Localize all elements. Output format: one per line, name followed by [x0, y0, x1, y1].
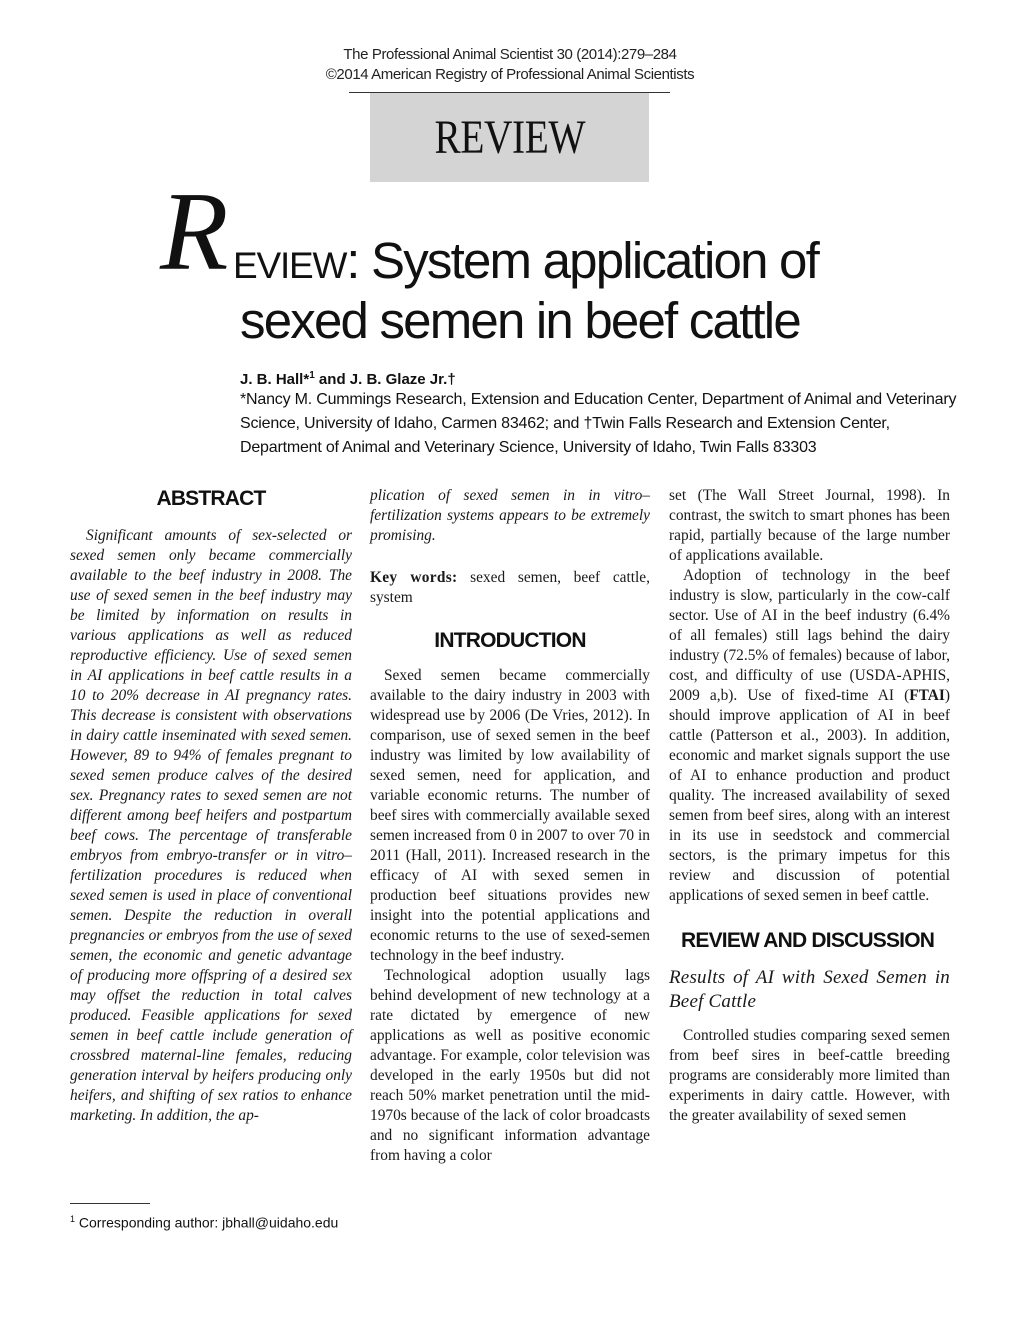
intro-paragraph-2: Technological adoption usually lags behind development of new technology at a rate dictated by emergence of new applications as well as positive economic advantage. For example, color television was developed in the early 1950s but did not reach 50% market penetration until the mid-1970s because of the lack of color broadcasts and no significant information advantage from having a color: [370, 967, 650, 1164]
author-names: J. B. Hall*: [240, 371, 310, 388]
review-banner: [370, 93, 649, 182]
introduction-heading: INTRODUCTION: [434, 629, 586, 652]
review-discussion-heading: REVIEW AND DISCUSSION: [681, 929, 935, 952]
keywords-label: Key words:: [370, 569, 458, 586]
intro-paragraph-1: Sexed semen became commercially available to the dairy industry in 2003 with widespread use by 2006 (De Vries, 2012). In comparison, use of sexed semen in the beef industry was limited by low availability of sexed semen, need for application, and variable economic returns. The number of beef sires with commercially available sexed semen increased from 0 in 2007 to over 70 in 2011 (Hall, 2011). Increased research in the efficacy of AI with sexed semen in production beef situations provides new insight into the potential applications and economic returns to the use of sexed-semen technology in the beef industry.: [370, 667, 650, 964]
footnote-text: Corresponding author: jbhall@uidaho.edu: [75, 1214, 339, 1231]
footnote-marker: 1: [70, 1214, 76, 1224]
title-line1-text: : System application of: [346, 232, 818, 289]
abstract-text: Significant amounts of sex-selected or sexed semen only became commercially available to the beef industry in 2008. The use of sexed semen in the beef industry may be limited by information on results in various applications as well as reduced reproductive efficiency. Use of sexed semen in AI applications in beef cattle results in a 10 to 20% decrease in AI pregnancy rates. This decrease is consistent with observations in dairy cattle inseminated with sexed semen. However, 89 to 94% of females pregnant to sexed semen produce calves of the desired sex. Pregnancy rates to sexed semen are not different among beef heifers and postpartum beef cows. The percentage of transferable embryos from embryo-transfer or in vitro–fertilization procedures is reduced when sexed semen is used in place of conventional semen. Despite the reduction in overall pregnancies or embryos from the use of sexed semen, the economic and genetic advantage of producing more offspring of a desired sex may offset the reduction in total calves produced. Feasible applications for sexed semen in beef cattle include generation of crossbred maternal-line females, reducing generation interval by heifers producing only heifers, and shifting of sex ratios to enhance marketing. In addition, the ap-: [70, 527, 352, 1124]
review-subheading: Results of AI with Sexed Semen in Beef Cattle: [669, 967, 950, 1012]
review-paragraph-1: Controlled studies comparing sexed semen from beef sires in beef-cattle breeding programs are considerably more limited than experiments in dairy cattle. However, with the greater availability of sexed semen: [669, 1027, 950, 1124]
keywords: [370, 568, 650, 608]
article-title-line1: [233, 232, 818, 295]
review-banner-label: REVIEW: [434, 111, 585, 164]
keywords-text: sexed semen, beef cattle, system: [370, 569, 650, 606]
column-1: [70, 486, 352, 1126]
footnote-rule: [70, 1203, 150, 1204]
author-sup: 1: [309, 370, 315, 381]
title-dropcap: R: [160, 170, 229, 294]
intro-p3-part-b: ) should improve application of AI in beef cattle (Patterson et al., 2003). In addition, economic and market signals support the use of AI to enhance production and product quality. The increased availability of sexed semen from beef sires, along with an interest in its use in seedstock and commercial sectors, is the primary impetus for this review and discussion of potential applications of sexed semen in beef cattle.: [669, 687, 950, 904]
intro-p3-part-a: Adoption of technology in the beef industry is slow, particularly in the cow-calf sector. Use of AI in the beef industry (6.4% of all females) still lags behind the dairy industry (72.5% of females) because of labor, cost, and difficulty of use (USDA-APHIS, 2009 a,b). Use of fixed-time AI (: [669, 567, 950, 704]
abstract-heading: ABSTRACT: [156, 487, 266, 510]
author-affiliation: *Nancy M. Cummings Research, Extension and Education Center, Department of Animal and Veterinary Science, University of Idaho, Carmen 83462; and †Twin Falls Research and Extension Center, Department of Animal and Veterinary Science, University of Idaho, Twin Falls 83303: [240, 391, 957, 456]
footnote: [70, 1210, 338, 1232]
intro-paragraph-3: [669, 566, 950, 906]
author-names-rest: and J. B. Glaze Jr.†: [314, 371, 456, 388]
journal-header: [0, 45, 1020, 85]
article-title-line2: sexed semen in beef cattle: [240, 292, 800, 349]
journal-copyright: ©2014 American Registry of Professional Animal Scientists: [325, 66, 695, 83]
intro-paragraph-2-continued: set (The Wall Street Journal, 1998). In contrast, the switch to smart phones has been rapid, partially because of the large number of applications available.: [669, 487, 950, 564]
abstract-continuation: plication of sexed semen in in vitro–fertilization systems appears to be extremely promising.: [370, 487, 650, 544]
column-2: [370, 486, 650, 1166]
title-small-caps: EVIEW: [233, 245, 347, 286]
column-3: [669, 486, 950, 1126]
journal-citation: The Professional Animal Scientist 30 (2014):279–284: [343, 46, 677, 63]
intro-p3-abbrev: FTAI: [909, 687, 945, 704]
author-list: [240, 366, 456, 390]
